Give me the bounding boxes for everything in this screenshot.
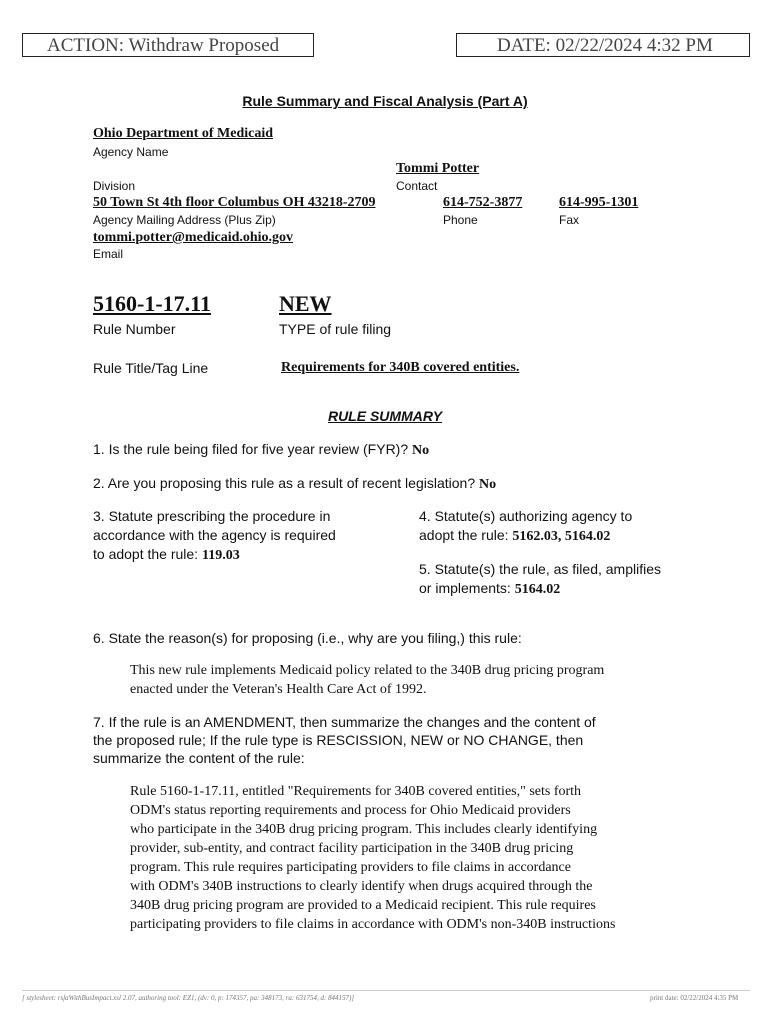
footer-print-date: print date: 02/22/2024 4:35 PM bbox=[650, 994, 739, 1002]
question-5-line: or implements: bbox=[419, 580, 511, 596]
question-3-line: accordance with the agency is required bbox=[93, 527, 336, 543]
question-1 bbox=[93, 441, 429, 459]
question-2-text: 2. Are you proposing this rule as a result of recent legislation? bbox=[93, 475, 476, 491]
question-7 bbox=[93, 713, 596, 767]
answer-1: No bbox=[412, 443, 430, 458]
email-label: Email bbox=[93, 247, 124, 261]
question-3-line: to adopt the rule: bbox=[93, 546, 199, 562]
rule-type: NEW bbox=[279, 291, 332, 316]
answer-7-line: program. This rule requires participating providers to file claims in accordance bbox=[130, 860, 571, 875]
date-box bbox=[456, 33, 750, 57]
fax-label: Fax bbox=[559, 213, 580, 227]
answer-7-line: with ODM's 340B instructions to clearly identify when drugs acquired through the bbox=[130, 879, 593, 894]
question-3 bbox=[93, 507, 336, 565]
division-label: Division bbox=[93, 179, 136, 193]
question-3-line: 3. Statute prescribing the procedure in bbox=[93, 508, 331, 524]
answer-7-line: provider, sub-entity, and contract facility participation in the 340B drug pricing bbox=[130, 841, 574, 856]
agency-address: 50 Town St 4th floor Columbus OH 43218-2709 bbox=[93, 195, 376, 210]
answer-7-line: who participate in the 340B drug pricing program. This includes clearly identifying bbox=[130, 822, 598, 837]
answer-7 bbox=[130, 782, 615, 934]
agency-name-label: Agency Name bbox=[93, 145, 169, 159]
action-text: ACTION: Withdraw Proposed bbox=[47, 35, 280, 56]
agency-fax: 614-995-1301 bbox=[559, 195, 639, 210]
contact-name: Tommi Potter bbox=[396, 161, 480, 176]
answer-7-line: Rule 5160-1-17.11, entitled "Requirements for 340B covered entities," sets forth bbox=[130, 784, 582, 799]
question-5 bbox=[419, 560, 661, 599]
question-7-line: summarize the content of the rule: bbox=[93, 750, 305, 766]
agency-name: Ohio Department of Medicaid bbox=[93, 126, 274, 141]
phone-label: Phone bbox=[443, 213, 478, 227]
rule-title: Requirements for 340B covered entities. bbox=[281, 360, 520, 375]
answer-6-line: This new rule implements Medicaid policy related to the 340B drug pricing program bbox=[130, 663, 605, 678]
question-4 bbox=[419, 507, 632, 546]
document-title: Rule Summary and Fiscal Analysis (Part A) bbox=[242, 93, 528, 109]
rule-number: 5160-1-17.11 bbox=[93, 291, 211, 316]
agency-email[interactable]: tommi.potter@medicaid.ohio.gov bbox=[93, 230, 294, 245]
question-4-line: 4. Statute(s) authorizing agency to bbox=[419, 508, 633, 524]
question-7-line: the proposed rule; If the rule type is RESCISSION, NEW or NO CHANGE, then bbox=[93, 732, 584, 748]
answer-7-line: 340B drug pricing program are provided to a Medicaid recipient. This rule requires bbox=[130, 898, 596, 913]
answer-5: 5164.02 bbox=[514, 582, 561, 597]
rule-title-label: Rule Title/Tag Line bbox=[93, 360, 209, 376]
answer-6 bbox=[130, 661, 604, 699]
footer-stylesheet: [ stylesheet: rsfaWithBusImpact.xsl 2.07, authoring tool: EZ1, (dv: 0, p: 174357, pa: 348173, ra: 631754, d: 844157)] bbox=[22, 994, 355, 1002]
question-7-line: 7. If the rule is an AMENDMENT, then summarize the changes and the content of bbox=[93, 714, 596, 730]
answer-3: 119.03 bbox=[201, 548, 240, 563]
answer-4: 5162.03, 5164.02 bbox=[512, 529, 611, 544]
contact-label: Contact bbox=[396, 179, 438, 193]
question-2 bbox=[93, 475, 496, 493]
answer-7-line: participating providers to file claims in accordance with ODM's non-340B instructions bbox=[130, 917, 616, 932]
question-4-line: adopt the rule: bbox=[419, 527, 509, 543]
question-5-line: 5. Statute(s) the rule, as filed, amplifies bbox=[419, 561, 661, 577]
answer-7-line: ODM's status reporting requirements and process for Ohio Medicaid providers bbox=[130, 803, 571, 818]
agency-phone: 614-752-3877 bbox=[443, 195, 523, 210]
rule-number-label: Rule Number bbox=[93, 321, 176, 337]
action-box bbox=[22, 33, 314, 57]
question-1-text: 1. Is the rule being filed for five year review (FYR)? bbox=[93, 441, 409, 457]
question-6: 6. State the reason(s) for proposing (i.e., why are you filing,) this rule: bbox=[93, 630, 522, 646]
rule-type-label: TYPE of rule filing bbox=[279, 321, 392, 337]
date-text: DATE: 02/22/2024 4:32 PM bbox=[497, 35, 713, 56]
footer-divider bbox=[22, 990, 750, 991]
answer-6-line: enacted under the Veteran's Health Care Act of 1992. bbox=[130, 682, 427, 697]
answer-2: No bbox=[479, 477, 497, 492]
address-label: Agency Mailing Address (Plus Zip) bbox=[93, 213, 276, 227]
rule-summary-heading: RULE SUMMARY bbox=[327, 408, 443, 424]
